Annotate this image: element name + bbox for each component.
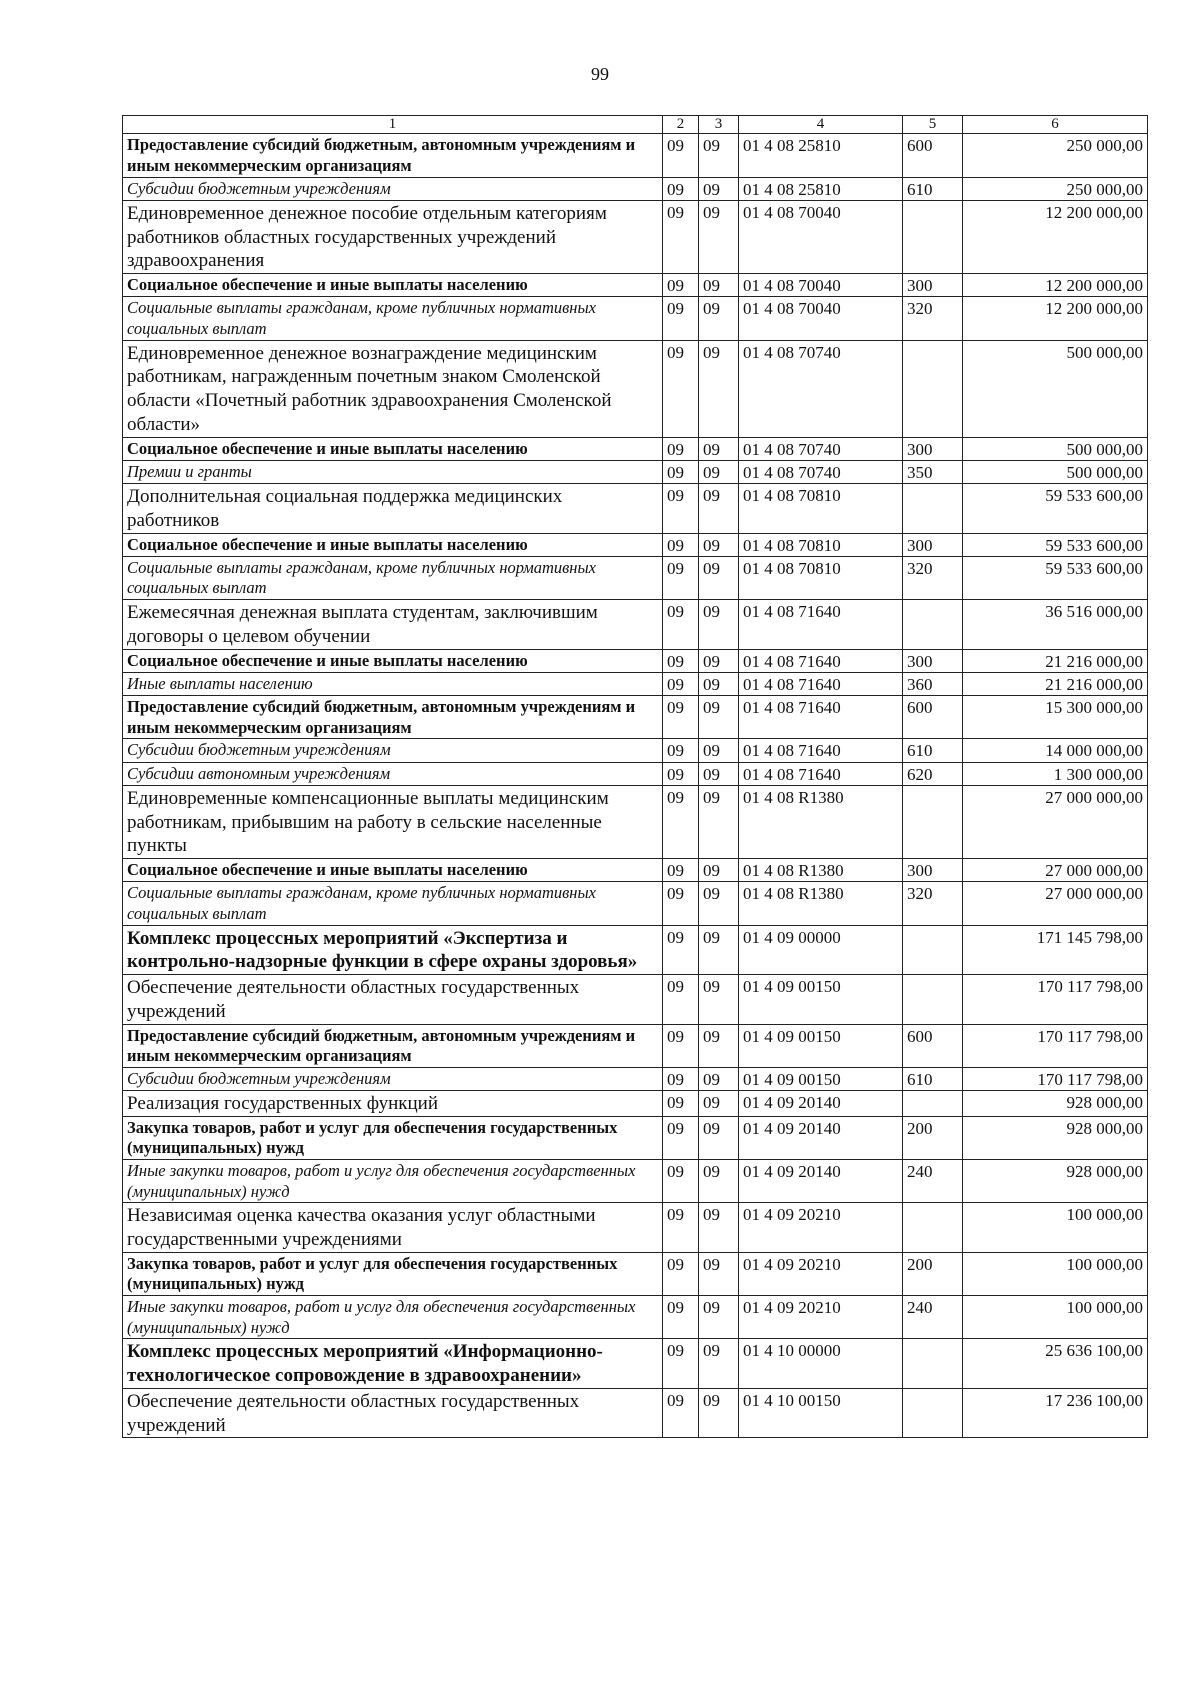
row-target-code: 01 4 08 25810 — [739, 134, 903, 177]
table-row — [123, 177, 1148, 200]
row-expense-type: 300 — [903, 437, 963, 460]
row-target-code: 01 4 09 00150 — [739, 1067, 903, 1090]
row-target-code: 01 4 10 00000 — [739, 1339, 903, 1389]
row-amount: 1 300 000,00 — [963, 762, 1148, 785]
row-subsection: 09 — [699, 340, 739, 437]
row-amount: 100 000,00 — [963, 1252, 1148, 1295]
row-name: Комплекс процессных мероприятий «Информационно-технологическое сопровождение в здравоохранении» — [123, 1339, 663, 1389]
row-subsection: 09 — [699, 696, 739, 739]
row-amount: 21 216 000,00 — [963, 649, 1148, 672]
row-subsection: 09 — [699, 672, 739, 695]
row-subsection: 09 — [699, 297, 739, 340]
row-target-code: 01 4 09 00150 — [739, 1024, 903, 1067]
row-target-code: 01 4 08 70810 — [739, 484, 903, 534]
row-section: 09 — [663, 1388, 699, 1438]
row-expense-type — [903, 340, 963, 437]
row-expense-type: 600 — [903, 1024, 963, 1067]
row-subsection: 09 — [699, 274, 739, 297]
row-name: Дополнительная социальная поддержка медицинских работников — [123, 484, 663, 534]
row-name: Социальное обеспечение и иные выплаты населению — [123, 437, 663, 460]
row-name: Единовременные компенсационные выплаты медицинским работникам, прибывшим на работу в сельские населенные пункты — [123, 785, 663, 858]
row-section: 09 — [663, 859, 699, 882]
row-expense-type: 300 — [903, 533, 963, 556]
row-target-code: 01 4 08 71640 — [739, 739, 903, 762]
row-subsection: 09 — [699, 1339, 739, 1389]
row-target-code: 01 4 08 70040 — [739, 297, 903, 340]
row-target-code: 01 4 08 70040 — [739, 200, 903, 273]
row-target-code: 01 4 08 70810 — [739, 533, 903, 556]
row-section: 09 — [663, 882, 699, 925]
row-section: 09 — [663, 975, 699, 1025]
row-name: Предоставление субсидий бюджетным, автономным учреждениям и иным некоммерческим организациям — [123, 1024, 663, 1067]
row-expense-type: 600 — [903, 696, 963, 739]
row-section: 09 — [663, 177, 699, 200]
row-target-code: 01 4 08 70040 — [739, 274, 903, 297]
row-section: 09 — [663, 297, 699, 340]
column-header: 1 — [123, 116, 663, 134]
header-row — [123, 116, 1148, 134]
row-section: 09 — [663, 460, 699, 483]
table-row — [123, 1388, 1148, 1438]
row-target-code: 01 4 08 71640 — [739, 696, 903, 739]
row-section: 09 — [663, 1203, 699, 1253]
table-row — [123, 134, 1148, 177]
row-section: 09 — [663, 1091, 699, 1117]
row-amount: 500 000,00 — [963, 437, 1148, 460]
row-name: Социальное обеспечение и иные выплаты населению — [123, 649, 663, 672]
table-row — [123, 484, 1148, 534]
row-section: 09 — [663, 340, 699, 437]
row-expense-type — [903, 975, 963, 1025]
row-amount: 500 000,00 — [963, 460, 1148, 483]
row-subsection: 09 — [699, 1067, 739, 1090]
row-amount: 12 200 000,00 — [963, 274, 1148, 297]
row-target-code: 01 4 08 R1380 — [739, 785, 903, 858]
row-subsection: 09 — [699, 649, 739, 672]
row-amount: 100 000,00 — [963, 1296, 1148, 1339]
row-expense-type: 610 — [903, 177, 963, 200]
row-section: 09 — [663, 274, 699, 297]
row-name: Субсидии бюджетным учреждениям — [123, 739, 663, 762]
row-section: 09 — [663, 1024, 699, 1067]
table-row — [123, 1252, 1148, 1295]
row-expense-type: 360 — [903, 672, 963, 695]
row-section: 09 — [663, 785, 699, 858]
row-subsection: 09 — [699, 859, 739, 882]
row-amount: 928 000,00 — [963, 1160, 1148, 1203]
row-amount: 27 000 000,00 — [963, 785, 1148, 858]
row-name: Социальное обеспечение и иные выплаты населению — [123, 274, 663, 297]
row-amount: 14 000 000,00 — [963, 739, 1148, 762]
table-row — [123, 1339, 1148, 1389]
row-expense-type: 200 — [903, 1116, 963, 1159]
row-name: Ежемесячная денежная выплата студентам, заключившим договоры о целевом обучении — [123, 600, 663, 650]
table-row — [123, 1091, 1148, 1117]
row-name: Независимая оценка качества оказания услуг областными государственными учреждениями — [123, 1203, 663, 1253]
row-subsection: 09 — [699, 1388, 739, 1438]
row-expense-type: 320 — [903, 882, 963, 925]
row-section: 09 — [663, 484, 699, 534]
row-target-code: 01 4 08 70740 — [739, 437, 903, 460]
row-section: 09 — [663, 1116, 699, 1159]
table-row — [123, 437, 1148, 460]
row-target-code: 01 4 09 20210 — [739, 1203, 903, 1253]
row-expense-type: 600 — [903, 134, 963, 177]
row-section: 09 — [663, 1252, 699, 1295]
table-row — [123, 739, 1148, 762]
row-target-code: 01 4 08 70740 — [739, 460, 903, 483]
row-amount: 27 000 000,00 — [963, 882, 1148, 925]
row-expense-type — [903, 1388, 963, 1438]
row-subsection: 09 — [699, 484, 739, 534]
table-row — [123, 340, 1148, 437]
row-amount: 12 200 000,00 — [963, 297, 1148, 340]
row-subsection: 09 — [699, 600, 739, 650]
row-section: 09 — [663, 200, 699, 273]
row-amount: 500 000,00 — [963, 340, 1148, 437]
row-name: Социальные выплаты гражданам, кроме публичных нормативных социальных выплат — [123, 297, 663, 340]
row-subsection: 09 — [699, 460, 739, 483]
row-amount: 250 000,00 — [963, 134, 1148, 177]
row-name: Закупка товаров, работ и услуг для обеспечения государственных (муниципальных) нужд — [123, 1252, 663, 1295]
row-section: 09 — [663, 1160, 699, 1203]
row-amount: 100 000,00 — [963, 1203, 1148, 1253]
table-row — [123, 297, 1148, 340]
row-name: Иные закупки товаров, работ и услуг для обеспечения государственных (муниципальных) нужд — [123, 1296, 663, 1339]
row-section: 09 — [663, 762, 699, 785]
table-row — [123, 925, 1148, 975]
column-header: 4 — [739, 116, 903, 134]
row-amount: 21 216 000,00 — [963, 672, 1148, 695]
row-name: Обеспечение деятельности областных государственных учреждений — [123, 975, 663, 1025]
row-name: Субсидии автономным учреждениям — [123, 762, 663, 785]
column-header: 3 — [699, 116, 739, 134]
row-target-code: 01 4 08 71640 — [739, 649, 903, 672]
row-name: Социальное обеспечение и иные выплаты населению — [123, 533, 663, 556]
row-name: Реализация государственных функций — [123, 1091, 663, 1117]
row-expense-type: 620 — [903, 762, 963, 785]
table-row — [123, 882, 1148, 925]
row-amount: 928 000,00 — [963, 1091, 1148, 1117]
row-name: Социальное обеспечение и иные выплаты населению — [123, 859, 663, 882]
row-subsection: 09 — [699, 1203, 739, 1253]
row-section: 09 — [663, 739, 699, 762]
column-header: 6 — [963, 116, 1148, 134]
row-amount: 27 000 000,00 — [963, 859, 1148, 882]
table-row — [123, 556, 1148, 599]
row-section: 09 — [663, 672, 699, 695]
page-number: 99 — [591, 64, 609, 84]
table-row — [123, 1067, 1148, 1090]
table-row — [123, 460, 1148, 483]
row-target-code: 01 4 08 25810 — [739, 177, 903, 200]
row-subsection: 09 — [699, 134, 739, 177]
row-subsection: 09 — [699, 762, 739, 785]
row-amount: 170 117 798,00 — [963, 1024, 1148, 1067]
table-row — [123, 672, 1148, 695]
row-name: Премии и гранты — [123, 460, 663, 483]
row-expense-type — [903, 200, 963, 273]
row-target-code: 01 4 08 70810 — [739, 556, 903, 599]
row-section: 09 — [663, 925, 699, 975]
row-target-code: 01 4 09 20140 — [739, 1116, 903, 1159]
row-name: Предоставление субсидий бюджетным, автономным учреждениям и иным некоммерческим организациям — [123, 696, 663, 739]
row-expense-type — [903, 1091, 963, 1117]
row-target-code: 01 4 08 70740 — [739, 340, 903, 437]
column-header: 2 — [663, 116, 699, 134]
row-subsection: 09 — [699, 1160, 739, 1203]
row-target-code: 01 4 08 71640 — [739, 762, 903, 785]
row-name: Комплекс процессных мероприятий «Экспертиза и контрольно-надзорные функции в сфере охраны здоровья» — [123, 925, 663, 975]
row-section: 09 — [663, 1339, 699, 1389]
table-row — [123, 696, 1148, 739]
row-subsection: 09 — [699, 200, 739, 273]
row-name: Закупка товаров, работ и услуг для обеспечения государственных (муниципальных) нужд — [123, 1116, 663, 1159]
row-amount: 170 117 798,00 — [963, 975, 1148, 1025]
row-expense-type — [903, 785, 963, 858]
row-section: 09 — [663, 1067, 699, 1090]
row-expense-type: 300 — [903, 649, 963, 672]
row-subsection: 09 — [699, 556, 739, 599]
row-expense-type: 300 — [903, 859, 963, 882]
row-expense-type — [903, 484, 963, 534]
row-name: Обеспечение деятельности областных государственных учреждений — [123, 1388, 663, 1438]
row-amount: 59 533 600,00 — [963, 484, 1148, 534]
row-name: Субсидии бюджетным учреждениям — [123, 177, 663, 200]
column-header: 5 — [903, 116, 963, 134]
row-name: Единовременное денежное вознаграждение медицинским работникам, награжденным почетным знаком Смоленской области «Почетный работник здравоохранения Смоленской области» — [123, 340, 663, 437]
table-row — [123, 762, 1148, 785]
row-subsection: 09 — [699, 882, 739, 925]
row-section: 09 — [663, 533, 699, 556]
row-target-code: 01 4 08 R1380 — [739, 859, 903, 882]
row-subsection: 09 — [699, 739, 739, 762]
row-expense-type — [903, 925, 963, 975]
table-row — [123, 274, 1148, 297]
table-row — [123, 1024, 1148, 1067]
row-section: 09 — [663, 134, 699, 177]
row-expense-type: 320 — [903, 297, 963, 340]
table-row — [123, 649, 1148, 672]
row-section: 09 — [663, 1296, 699, 1339]
table-row — [123, 533, 1148, 556]
row-target-code: 01 4 09 20140 — [739, 1091, 903, 1117]
row-subsection: 09 — [699, 1116, 739, 1159]
row-subsection: 09 — [699, 533, 739, 556]
row-section: 09 — [663, 556, 699, 599]
row-expense-type: 300 — [903, 274, 963, 297]
row-name: Иные выплаты населению — [123, 672, 663, 695]
table-row — [123, 1116, 1148, 1159]
row-expense-type: 200 — [903, 1252, 963, 1295]
row-subsection: 09 — [699, 975, 739, 1025]
table-row — [123, 785, 1148, 858]
row-subsection: 09 — [699, 1024, 739, 1067]
table-row — [123, 600, 1148, 650]
row-name: Социальные выплаты гражданам, кроме публичных нормативных социальных выплат — [123, 882, 663, 925]
row-target-code: 01 4 09 20210 — [739, 1296, 903, 1339]
row-expense-type: 240 — [903, 1160, 963, 1203]
row-name: Предоставление субсидий бюджетным, автономным учреждениям и иным некоммерческим организациям — [123, 134, 663, 177]
row-subsection: 09 — [699, 1296, 739, 1339]
row-amount: 59 533 600,00 — [963, 533, 1148, 556]
row-expense-type: 240 — [903, 1296, 963, 1339]
table-row — [123, 859, 1148, 882]
row-amount: 170 117 798,00 — [963, 1067, 1148, 1090]
table-row — [123, 1203, 1148, 1253]
row-name: Иные закупки товаров, работ и услуг для обеспечения государственных (муниципальных) нужд — [123, 1160, 663, 1203]
row-amount: 12 200 000,00 — [963, 200, 1148, 273]
row-target-code: 01 4 10 00150 — [739, 1388, 903, 1438]
row-amount: 250 000,00 — [963, 177, 1148, 200]
budget-table — [122, 115, 1148, 1438]
row-target-code: 01 4 09 20210 — [739, 1252, 903, 1295]
row-target-code: 01 4 08 71640 — [739, 672, 903, 695]
row-amount: 59 533 600,00 — [963, 556, 1148, 599]
row-subsection: 09 — [699, 437, 739, 460]
row-amount: 17 236 100,00 — [963, 1388, 1148, 1438]
row-name: Субсидии бюджетным учреждениям — [123, 1067, 663, 1090]
row-expense-type — [903, 1339, 963, 1389]
row-section: 09 — [663, 649, 699, 672]
row-target-code: 01 4 09 00150 — [739, 975, 903, 1025]
row-amount: 25 636 100,00 — [963, 1339, 1148, 1389]
row-expense-type: 610 — [903, 739, 963, 762]
table-row — [123, 975, 1148, 1025]
row-amount: 36 516 000,00 — [963, 600, 1148, 650]
row-name: Социальные выплаты гражданам, кроме публичных нормативных социальных выплат — [123, 556, 663, 599]
row-subsection: 09 — [699, 1091, 739, 1117]
row-section: 09 — [663, 600, 699, 650]
row-subsection: 09 — [699, 177, 739, 200]
row-name: Единовременное денежное пособие отдельным категориям работников областных государственных учреждений здравоохранения — [123, 200, 663, 273]
row-expense-type — [903, 600, 963, 650]
row-amount: 15 300 000,00 — [963, 696, 1148, 739]
row-subsection: 09 — [699, 785, 739, 858]
row-amount: 928 000,00 — [963, 1116, 1148, 1159]
row-subsection: 09 — [699, 1252, 739, 1295]
row-expense-type — [903, 1203, 963, 1253]
row-target-code: 01 4 09 20140 — [739, 1160, 903, 1203]
table-row — [123, 200, 1148, 273]
row-target-code: 01 4 08 R1380 — [739, 882, 903, 925]
row-expense-type: 320 — [903, 556, 963, 599]
row-expense-type: 610 — [903, 1067, 963, 1090]
table-row — [123, 1160, 1148, 1203]
row-amount: 171 145 798,00 — [963, 925, 1148, 975]
table-row — [123, 1296, 1148, 1339]
row-expense-type: 350 — [903, 460, 963, 483]
row-subsection: 09 — [699, 925, 739, 975]
row-target-code: 01 4 08 71640 — [739, 600, 903, 650]
row-section: 09 — [663, 696, 699, 739]
row-section: 09 — [663, 437, 699, 460]
row-target-code: 01 4 09 00000 — [739, 925, 903, 975]
